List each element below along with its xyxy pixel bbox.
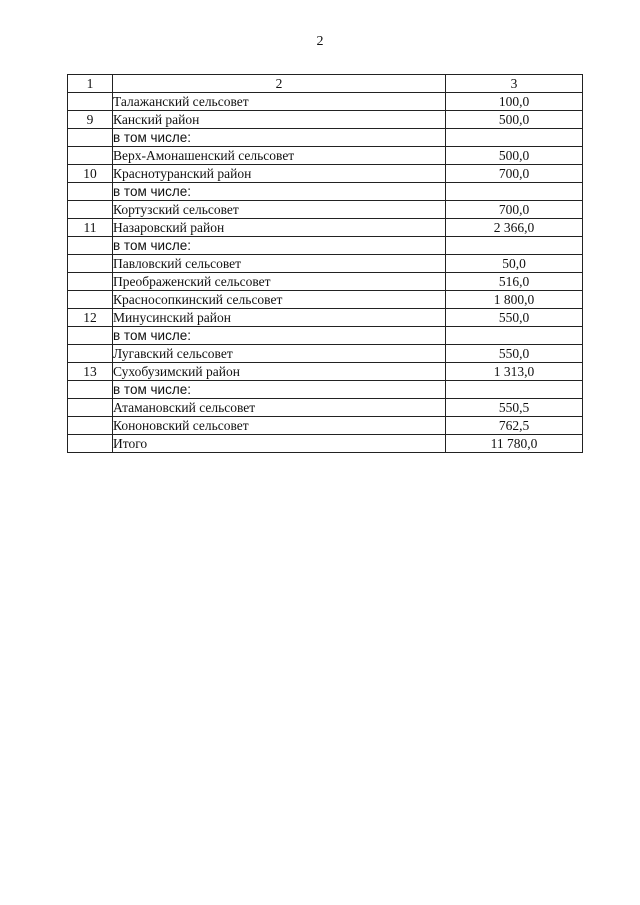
row-name-cell: Кононовский сельсовет — [113, 417, 446, 435]
table-row — [68, 309, 583, 327]
row-name-cell: в том числе: — [113, 129, 446, 147]
row-number-cell — [68, 417, 113, 435]
row-amount-cell: 1 800,0 — [446, 291, 583, 309]
table-row — [68, 363, 583, 381]
table-row — [68, 219, 583, 237]
row-number-cell — [68, 435, 113, 453]
table-row — [68, 273, 583, 291]
row-name-cell: Сухобузимский район — [113, 363, 446, 381]
table-row — [68, 111, 583, 129]
row-name-cell: Павловский сельсовет — [113, 255, 446, 273]
row-number-cell — [68, 147, 113, 165]
row-amount-cell: 700,0 — [446, 165, 583, 183]
row-number-cell — [68, 381, 113, 399]
table-header-row — [68, 75, 583, 93]
row-amount-cell: 1 313,0 — [446, 363, 583, 381]
row-number-cell — [68, 399, 113, 417]
row-name-cell: Минусинский район — [113, 309, 446, 327]
row-name-cell: Канский район — [113, 111, 446, 129]
row-amount-cell — [446, 327, 583, 345]
table-row — [68, 165, 583, 183]
row-number-cell: 9 — [68, 111, 113, 129]
table-row-total — [68, 435, 583, 453]
table-row — [68, 147, 583, 165]
row-number-cell: 11 — [68, 219, 113, 237]
row-name-cell: Красносопкинский сельсовет — [113, 291, 446, 309]
row-number-cell — [68, 291, 113, 309]
table-row — [68, 399, 583, 417]
row-amount-cell: 50,0 — [446, 255, 583, 273]
page-number: 2 — [316, 34, 324, 49]
row-name-cell: в том числе: — [113, 183, 446, 201]
table-row — [68, 129, 583, 147]
row-name-cell: в том числе: — [113, 237, 446, 255]
table-row — [68, 327, 583, 345]
row-name-cell: Атамановский сельсовет — [113, 399, 446, 417]
header-col-3: 3 — [446, 75, 583, 93]
row-amount-cell: 550,5 — [446, 399, 583, 417]
table-row — [68, 291, 583, 309]
header-col-2: 2 — [113, 75, 446, 93]
row-amount-cell: 500,0 — [446, 147, 583, 165]
row-number-cell — [68, 93, 113, 111]
row-amount-cell — [446, 129, 583, 147]
row-amount-cell: 11 780,0 — [446, 435, 583, 453]
row-name-cell: Краснотуранский район — [113, 165, 446, 183]
row-name-cell: Назаровский район — [113, 219, 446, 237]
row-name-cell: Талажанский сельсовет — [113, 93, 446, 111]
row-number-cell: 10 — [68, 165, 113, 183]
header-col-1: 1 — [68, 75, 113, 93]
row-amount-cell — [446, 381, 583, 399]
row-amount-cell — [446, 183, 583, 201]
row-amount-cell: 700,0 — [446, 201, 583, 219]
row-name-cell: Преображенский сельсовет — [113, 273, 446, 291]
table-row — [68, 345, 583, 363]
row-amount-cell: 500,0 — [446, 111, 583, 129]
table-row — [68, 237, 583, 255]
row-amount-cell: 762,5 — [446, 417, 583, 435]
row-amount-cell: 550,0 — [446, 309, 583, 327]
table-row — [68, 417, 583, 435]
row-number-cell — [68, 201, 113, 219]
row-amount-cell: 516,0 — [446, 273, 583, 291]
table-row — [68, 183, 583, 201]
row-number-cell: 13 — [68, 363, 113, 381]
row-number-cell — [68, 183, 113, 201]
row-number-cell: 12 — [68, 309, 113, 327]
row-number-cell — [68, 273, 113, 291]
row-name-cell: Итого — [113, 435, 446, 453]
table-row — [68, 255, 583, 273]
row-number-cell — [68, 327, 113, 345]
row-name-cell: в том числе: — [113, 381, 446, 399]
row-name-cell: Лугавский сельсовет — [113, 345, 446, 363]
row-number-cell — [68, 345, 113, 363]
row-amount-cell: 100,0 — [446, 93, 583, 111]
row-amount-cell: 2 366,0 — [446, 219, 583, 237]
row-number-cell — [68, 255, 113, 273]
table-body — [68, 75, 583, 453]
row-number-cell — [68, 129, 113, 147]
table-row — [68, 381, 583, 399]
row-amount-cell: 550,0 — [446, 345, 583, 363]
row-amount-cell — [446, 237, 583, 255]
table-row — [68, 93, 583, 111]
row-name-cell: Кортузский сельсовет — [113, 201, 446, 219]
row-name-cell: в том числе: — [113, 327, 446, 345]
allocation-table — [67, 74, 583, 453]
row-name-cell: Верх-Амонашенский сельсовет — [113, 147, 446, 165]
row-number-cell — [68, 237, 113, 255]
table-row — [68, 201, 583, 219]
